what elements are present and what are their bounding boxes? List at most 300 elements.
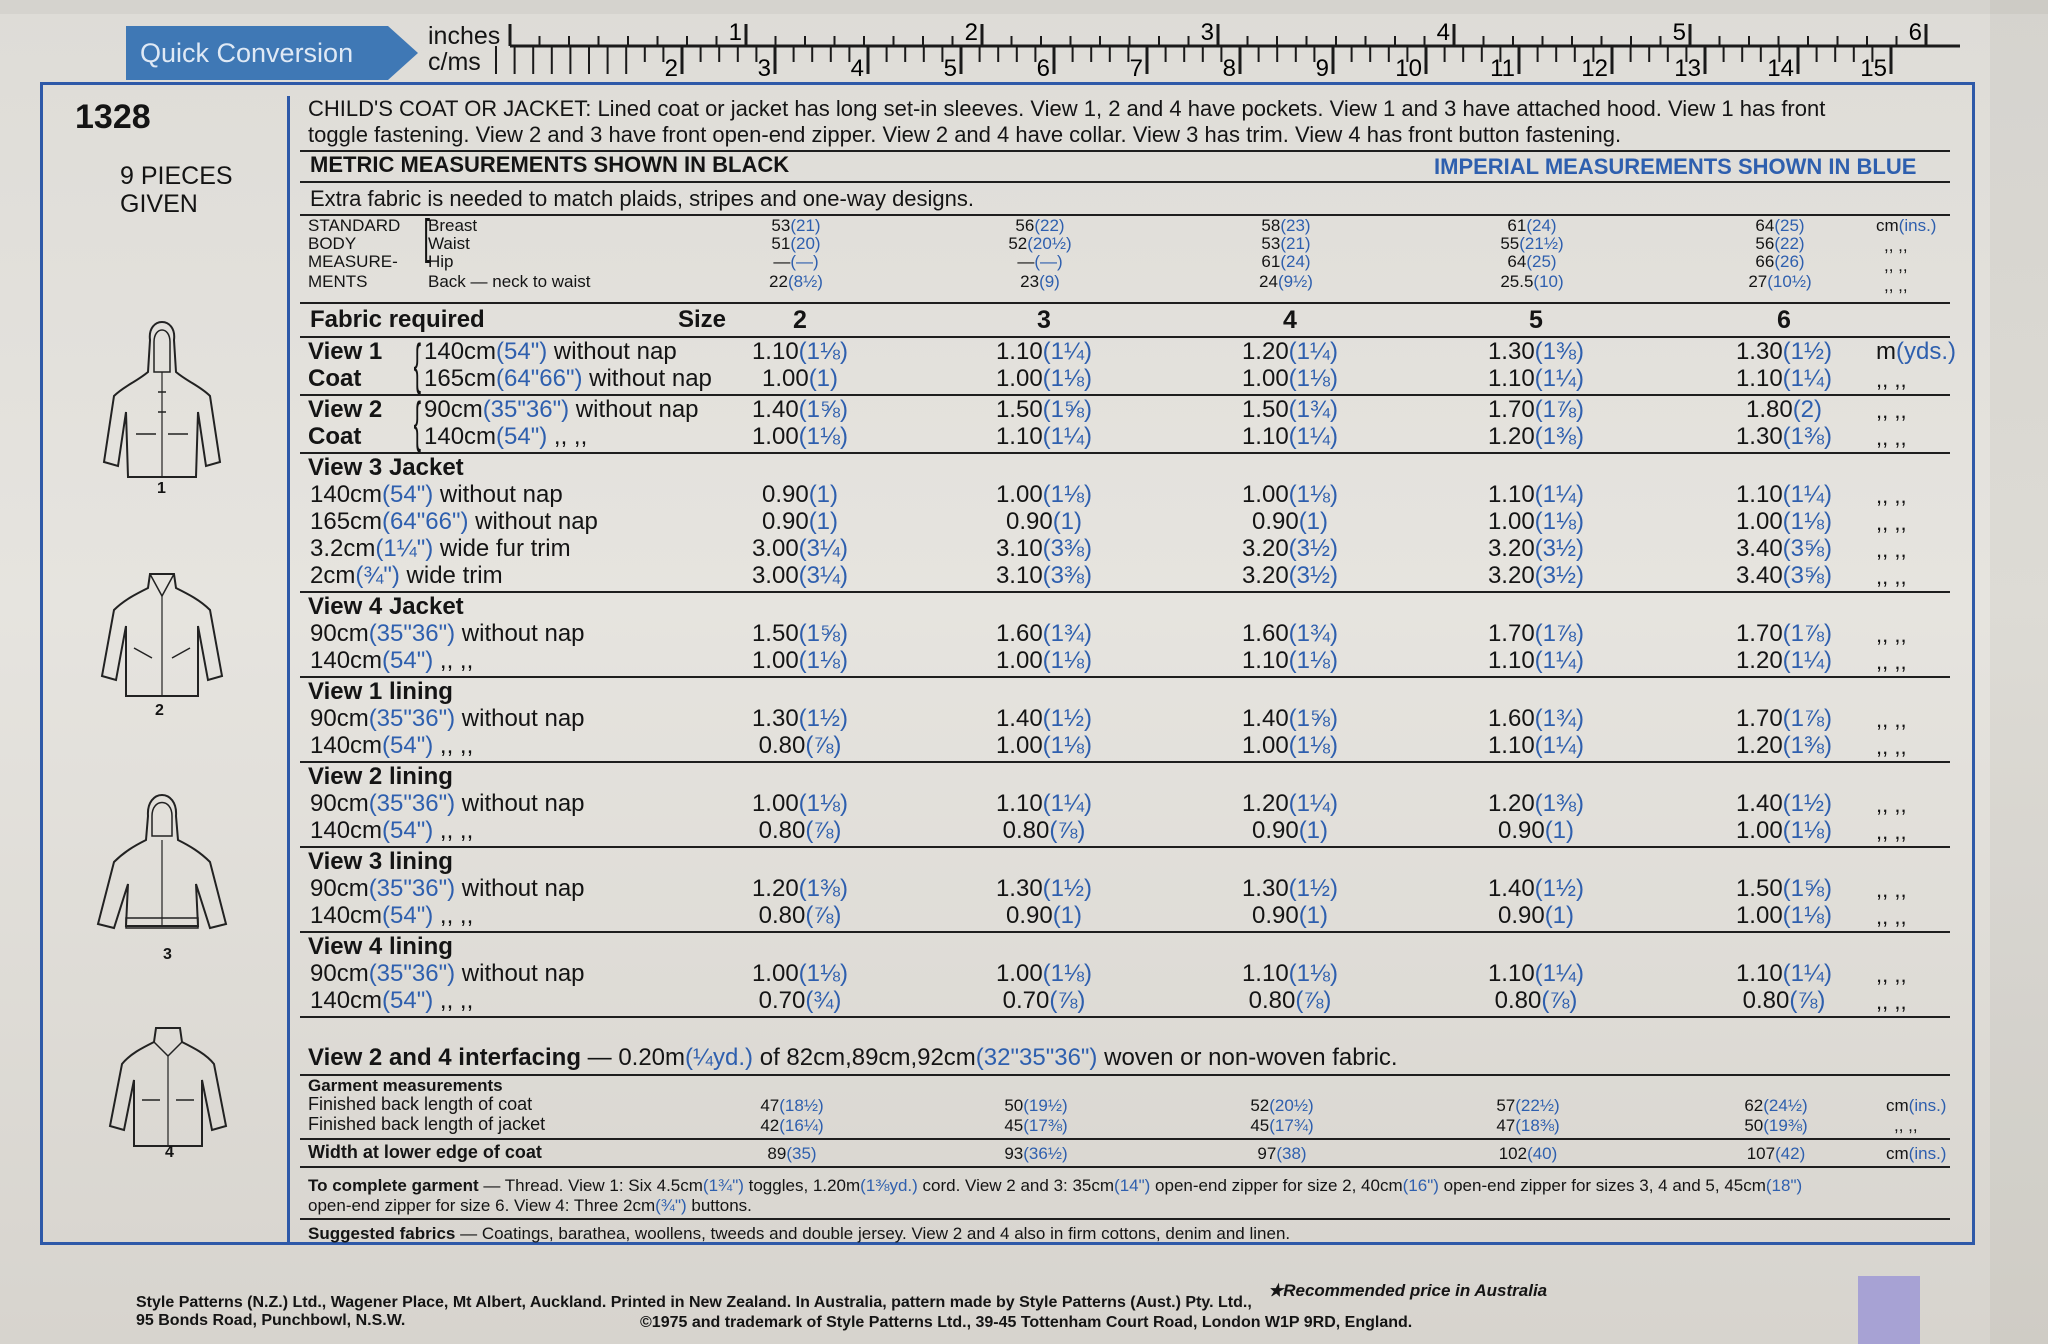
fabric-amount [1003,817,1086,845]
fabric-amount-metric: 1.10 [1487,732,1535,759]
fabric-amount [752,790,848,818]
ditto-mark: ,, ,, [1876,989,1907,1014]
fabric-amount [1488,620,1584,648]
body-value [1500,272,1563,292]
recommended-price: ★Recommended price in Australia [1268,1281,1548,1300]
fabric-amount-imperial: (1¾) [1042,620,1093,647]
fabric-amount-imperial: (1⅛) [798,423,849,450]
fabric-width-metric: 90cm [310,705,369,732]
fabric-amount [1736,817,1832,845]
body-value [1755,216,1804,236]
fabric-amount-metric: 1.10 [1487,960,1535,987]
fabric-amount-imperial: (1⅝) [798,396,849,423]
body-value-imperial: (—) [790,252,819,271]
fabric-amount [1242,481,1338,509]
fabric-amount-metric: 1.20 [1735,647,1783,674]
fabric-amount-imperial: (1¾) [1288,396,1339,423]
section-title: View 3 Jacket [308,454,464,481]
fabric-amount [1488,423,1584,451]
fabric-amount-imperial: (1⅞) [1782,620,1833,647]
fabric-amount-imperial: (1½) [1782,338,1833,365]
fabric-unit [1876,338,1956,366]
fabric-row-label [310,732,473,760]
ditto-mark: ,, ,, [1884,236,1908,255]
body-value-imperial: (10) [1533,272,1564,291]
jacket-length-value-imperial: (17¾) [1269,1116,1314,1135]
fabric-amount-imperial: (1⅜) [1534,423,1585,450]
fabric-width-imperial: (35"36") [482,396,570,423]
fabric-amount [996,562,1092,590]
fabric-nap: without nap [455,705,585,732]
width-unit-imperial: (ins.) [1908,1144,1947,1163]
fabric-amount [1249,987,1332,1015]
fabric-amount-metric: 0.80 [1248,987,1296,1014]
fabric-amount-metric: 1.30 [1735,338,1783,365]
ditto-mark: ,, ,, [1884,276,1908,295]
fabric-amount [1242,423,1338,451]
fabric-nap: ,, ,, [433,987,474,1014]
body-value-metric: 64 [1507,252,1527,271]
fabric-amount-imperial: (1½) [1534,875,1585,902]
fabric-amount-imperial: (1⅝) [1782,875,1833,902]
width-value [1004,1144,1067,1164]
fabric-amount-metric: 1.70 [1735,705,1783,732]
fabric-amount [1488,338,1584,366]
fabric-amount [1242,338,1338,366]
fabric-row-label [310,705,585,733]
fabric-amount-imperial: (⅞) [1295,987,1332,1014]
body-value-imperial: (21) [790,216,821,235]
fabric-row-label [310,902,473,930]
coat-length-value-metric: 62 [1744,1096,1764,1115]
fabric-amount-imperial: (1½) [1288,875,1339,902]
body-value-metric: 56 [1755,234,1775,253]
fabric-amount-imperial: (1½) [1042,875,1093,902]
fabric-amount-imperial: (3½) [1288,535,1339,562]
fabric-amount [762,508,838,536]
fabric-amount [759,902,842,930]
metric-header: METRIC MEASUREMENTS SHOWN IN BLACK [310,152,790,177]
fabric-amount-metric: 1.10 [751,338,799,365]
size-heading: 3 [1037,306,1051,334]
fabric-amount-metric: 1.20 [1241,338,1289,365]
suggested-fabrics [308,1224,1290,1244]
jacket-length-value [1250,1116,1313,1136]
fabric-amount [1242,647,1338,675]
fabric-amount-metric: 3.20 [1487,535,1535,562]
coat-length-value-metric: 47 [760,1096,780,1115]
fabric-width-metric: 140cm [310,902,383,929]
fabric-amount-metric: 1.10 [1241,960,1289,987]
view-3-sketch [92,784,232,944]
width-label: Width at lower edge of coat [308,1142,542,1162]
fabric-amount-metric: 1.30 [751,705,799,732]
fabric-amount [1006,902,1082,930]
fabric-row-label [310,508,598,536]
body-value-metric: — [773,252,791,271]
garment-unit-metric: cm [1886,1096,1909,1115]
fabric-amount-imperial: (⅞) [1789,987,1826,1014]
section-divider [300,846,1950,848]
jacket-length-value [1496,1116,1559,1136]
body-value [1500,234,1563,254]
ditto-mark: ,, ,, [1876,425,1907,450]
fabric-amount-imperial: (1¼) [1288,338,1339,365]
ditto-mark: ,, ,, [1876,877,1907,902]
ruler-inch-label: 2 [964,19,978,46]
view-1-label: 1 [157,480,166,497]
jacket-length-value-imperial: (19⅜) [1763,1116,1808,1135]
fabric-amount-metric: 1.40 [1487,875,1535,902]
fabric-width-imperial: (64"66") [496,365,583,392]
jacket-length-value [1744,1116,1807,1136]
fabric-amount-imperial: (3½) [1534,535,1585,562]
description-line-2: toggle fastening. View 2 and 3 have front open-end zipper. View 2 and 4 have collar. View 3 has trim. View 4 has front button fastening. [308,122,1622,147]
coat-length-label: Finished back length of coat [308,1094,533,1114]
fabric-nap: without nap [455,960,585,987]
body-value-metric: 52 [1008,234,1028,253]
body-value [1259,272,1313,292]
complete-text-c: (1¾") [702,1176,744,1195]
fabric-amount-metric: 0.90 [1251,817,1299,844]
coat-length-value-imperial: (18½) [779,1096,824,1115]
fabric-amount-metric: 1.60 [1241,620,1289,647]
section-divider [300,931,1950,933]
ruler-cm-label: 11 [1490,55,1515,82]
fabric-width-metric: 140cm [310,647,383,674]
fabric-row-label [424,396,699,424]
jacket-length-value-imperial: (17⅜) [1023,1116,1068,1135]
fabric-width-imperial: (35"36") [368,875,456,902]
fabric-amount-imperial: (1⅝) [1288,705,1339,732]
fabric-amount-metric: 1.70 [1735,620,1783,647]
ruler-cm-label: 6 [1036,55,1050,82]
body-value-metric: 53 [771,216,791,235]
body-value-metric: 61 [1507,216,1527,235]
width-value-imperial: (36½) [1023,1144,1068,1163]
ruler-cm-label: 3 [757,55,771,82]
section-title: View 1 [308,338,383,365]
fabric-amount-imperial: (1) [1544,902,1575,929]
size-heading: 4 [1283,306,1297,334]
body-value-imperial: (20) [790,234,821,253]
ditto-mark: ,, ,, [1876,707,1907,732]
ruler-inch-label: 1 [728,19,742,46]
ditto-mark: ,, ,, [1876,792,1907,817]
fabric-amount-metric: 1.50 [1241,396,1289,423]
body-value-imperial: (21½) [1519,234,1564,253]
fabric-amount [1242,790,1338,818]
garment-measurements-title: Garment measurements [308,1076,503,1095]
to-complete-line-1 [308,1176,1802,1196]
fabric-width-imperial: (54") [382,817,434,844]
ditto-mark: ,, ,, [1876,367,1907,392]
fabric-amount-metric: 1.00 [751,647,799,674]
fabric-amount [1488,790,1584,818]
jacket-length-value-metric: 42 [760,1116,780,1135]
jacket-length-value-metric: 50 [1744,1116,1764,1135]
fabric-amount-imperial: (1⅝) [1042,396,1093,423]
width-value-imperial: (40) [1527,1144,1558,1163]
fabric-amount-imperial: (1⅛) [1042,481,1093,508]
fabric-amount-metric: 0.80 [758,817,806,844]
fabric-amount-metric: 1.10 [1735,365,1783,392]
fabric-amount-metric: 1.40 [1241,705,1289,732]
body-value-imperial: (10½) [1767,272,1812,291]
fabric-amount [1242,535,1338,563]
body-value-metric: 55 [1500,234,1520,253]
coat-length-value [1744,1096,1807,1116]
fabric-amount [1488,960,1584,988]
body-value-metric: 51 [771,234,791,253]
fabric-amount-metric: 0.80 [1494,987,1542,1014]
jacket-length-value [760,1116,823,1136]
body-value [769,272,823,292]
body-value-metric: 66 [1755,252,1775,271]
fabric-amount-imperial: (1) [808,508,839,535]
body-value-metric: 58 [1261,216,1281,235]
ruler-cm-label: 4 [850,55,864,82]
body-value [1748,272,1811,292]
body-value [1261,216,1310,236]
fabric-nap: without nap [468,508,598,535]
fabric-amount [996,338,1092,366]
fabric-amount-imperial: (⅞) [805,817,842,844]
pattern-number: 1328 [75,98,151,136]
body-value [1507,216,1556,236]
fabric-amount-metric: 0.90 [761,481,809,508]
fabric-amount-imperial: (1⅛) [1288,481,1339,508]
interfacing-widths: of 82cm,89cm,92cm [753,1044,976,1071]
fabric-amount [1006,508,1082,536]
section-subtitle: Coat [308,365,362,392]
jacket-length-value [1004,1116,1067,1136]
fabric-amount-imperial: (⅞) [805,732,842,759]
fabric-width-imperial: (54") [382,481,434,508]
fabric-amount [996,732,1092,760]
width-value-metric: 107 [1746,1144,1776,1163]
fabric-width-imperial: (64"66") [382,508,469,535]
ditto-mark: ,, ,, [1876,819,1907,844]
ruler-cm-label: 9 [1315,55,1329,82]
width-value-imperial: (35) [786,1144,817,1163]
complete-text-m: (¾") [655,1196,687,1215]
body-value-imperial: (—) [1034,252,1063,271]
fabric-amount-metric: 1.00 [995,481,1043,508]
fabric-width-metric: 140cm [424,338,497,365]
jacket-length-value-metric: 45 [1250,1116,1270,1135]
fabric-amount [1736,562,1832,590]
fabric-amount-metric: 1.30 [1487,338,1535,365]
fabric-amount [1495,987,1578,1015]
fabric-nap: ,, ,, [433,902,474,929]
body-value-imperial: (24) [1526,216,1557,235]
fabric-nap: wide trim [399,562,503,589]
fabric-row-label [310,817,473,845]
fabric-width-metric: 165cm [310,508,383,535]
fabric-amount [752,338,848,366]
fabric-amount [1488,705,1584,733]
section-brace: { [413,332,422,395]
fabric-row-label [424,338,677,366]
view-4-label: 4 [165,1144,174,1161]
body-value-metric: 61 [1261,252,1281,271]
body-label: MEASURE- [308,252,398,271]
complete-text-i: (16") [1402,1176,1439,1195]
fabric-amount-metric: 1.00 [751,790,799,817]
fabric-amount-metric: 1.50 [751,620,799,647]
fabric-amount-metric: 0.80 [1002,817,1050,844]
fabric-amount-imperial: (1⅛) [1288,647,1339,674]
fabric-width-imperial: (1¼") [375,535,434,562]
fabric-amount [752,423,848,451]
body-value [1017,252,1062,272]
fabric-row-label [424,365,712,393]
section-divider [300,591,1950,593]
fabric-amount [1736,508,1832,536]
fabric-width-metric: 140cm [310,817,383,844]
fabric-amount-imperial: (1) [1544,817,1575,844]
fabric-amount-metric: 0.90 [1497,902,1545,929]
fabric-amount-metric: 1.00 [1487,508,1535,535]
body-value-imperial: (8½) [787,272,823,291]
fabric-width-imperial: (54") [382,732,434,759]
fabric-amount-metric: 0.70 [758,987,806,1014]
fabric-amount-metric: 1.00 [1241,732,1289,759]
body-value-metric: 53 [1261,234,1281,253]
fabric-width-imperial: (54") [382,987,434,1014]
fabric-amount-metric: 1.10 [995,338,1043,365]
ruler-inches-label: inches [428,22,501,50]
fabric-amount [1746,396,1822,424]
section-subtitle: Coat [308,423,362,450]
fabric-amount [752,396,848,424]
fabric-amount-imperial: (1⅞) [1782,705,1833,732]
fabric-amount-imperial: (1⅛) [1042,647,1093,674]
fabric-width-imperial: (¾") [355,562,400,589]
fabric-row-label [310,987,473,1015]
fabric-row-label [424,423,587,451]
fabric-amount-metric: 1.00 [751,960,799,987]
fabric-amount-metric: 1.00 [1735,817,1783,844]
fabric-width-metric: 90cm [310,790,369,817]
fabric-amount-imperial: (1) [1052,508,1083,535]
description-line-1: CHILD'S COAT OR JACKET: Lined coat or jacket has long set-in sleeves. View 1, 2 and 4 have pockets. View 1 and 3 have attached hood. View 1 has front [308,96,1826,121]
width-value-imperial: (38) [1276,1144,1307,1163]
fabric-amount-imperial: (⅞) [1541,987,1578,1014]
suggested-title: Suggested fabrics [308,1224,456,1243]
width-value-metric: 102 [1498,1144,1528,1163]
quick-conversion-badge: Quick Conversion [126,26,388,80]
ditto-mark: ,, ,, [1876,483,1907,508]
fabric-amount-metric: 1.00 [1241,365,1289,392]
fabric-amount-imperial: (3⅜) [1042,562,1093,589]
width-value-metric: 97 [1257,1144,1277,1163]
fabric-amount [1736,365,1832,393]
fabric-amount-imperial: (1) [1052,902,1083,929]
fabric-width-imperial: (35"36") [368,705,456,732]
fabric-amount [1252,508,1328,536]
fabric-amount [996,423,1092,451]
ditto-mark: ,, ,, [1876,622,1907,647]
fabric-amount-metric: 1.10 [1487,481,1535,508]
fabric-row-label [310,960,585,988]
fabric-nap: ,, ,, [547,423,588,450]
width-unit-metric: cm [1886,1144,1909,1163]
ditto-mark: ,, ,, [1894,1116,1918,1135]
ditto-mark: ,, ,, [1876,537,1907,562]
fabric-amount-metric: 1.10 [995,423,1043,450]
coat-length-value-metric: 52 [1250,1096,1270,1115]
fabric-amount [996,705,1092,733]
fabric-amount-imperial: (2) [1792,396,1823,423]
fabric-amount-metric: 1.20 [1735,732,1783,759]
fabric-amount-metric: 1.10 [1735,481,1783,508]
fabric-amount-imperial: (3⅜) [1042,535,1093,562]
body-value-imperial: (9½) [1277,272,1313,291]
body-value [1261,252,1310,272]
to-complete-line-2 [308,1196,752,1216]
fabric-width-metric: 2cm [310,562,356,589]
fabric-amount-imperial: (1⅛) [1782,902,1833,929]
body-value-metric: 23 [1020,272,1040,291]
fabric-amount [759,817,842,845]
fabric-amount-metric: 1.00 [1241,481,1289,508]
ruler-inch-label: 5 [1672,19,1686,46]
coat-length-value [1004,1096,1067,1116]
body-value-imperial: (20½) [1027,234,1072,253]
fabric-amount-imperial: (1⅛) [1782,817,1833,844]
fabric-amount [762,481,838,509]
footer-line-2: 95 Bonds Road, Punchbowl, N.S.W. [136,1312,406,1329]
fabric-amount [996,396,1092,424]
fabric-amount-metric: 0.70 [1002,987,1050,1014]
fabric-amount-imperial: (1⅛) [1288,365,1339,392]
body-value-metric: 22 [769,272,788,291]
body-value-imperial: (25) [1526,252,1557,271]
fabric-nap: without nap [455,620,585,647]
fabric-amount [996,647,1092,675]
section-title: View 3 lining [308,848,453,875]
fabric-amount [1242,705,1338,733]
fabric-amount-metric: 1.00 [1735,902,1783,929]
ditto-mark: ,, ,, [1876,398,1907,423]
body-value-imperial: (25) [1774,216,1805,235]
ditto-mark: ,, ,, [1876,904,1907,929]
body-row-label: Back — neck to waist [428,272,591,291]
fabric-row-label [310,620,585,648]
body-value-imperial: (21) [1280,234,1311,253]
view-1-sketch [92,312,232,502]
fabric-amount [1736,790,1832,818]
fabric-width-imperial: (54") [496,338,548,365]
fabric-amount-imperial: (1⅛) [1042,365,1093,392]
fabric-amount [762,365,838,393]
fabric-amount-metric: 3.20 [1241,562,1289,589]
fabric-amount-metric: 1.60 [995,620,1043,647]
fabric-amount-metric: 3.20 [1487,562,1535,589]
section-brace: { [413,390,422,453]
interfacing-title: View 2 and 4 interfacing [308,1044,581,1071]
complete-text-j: open-end zipper for sizes 3, 4 and 5, 45cm [1438,1176,1766,1195]
fabric-amount-metric: 1.20 [1487,423,1535,450]
view-4-sketch [98,1022,238,1152]
fabric-amount [1252,902,1328,930]
fabric-width-metric: 165cm [424,365,497,392]
body-value-metric: — [1017,252,1035,271]
fabric-amount [1488,732,1584,760]
jacket-length-value-imperial: (16¼) [779,1116,824,1135]
